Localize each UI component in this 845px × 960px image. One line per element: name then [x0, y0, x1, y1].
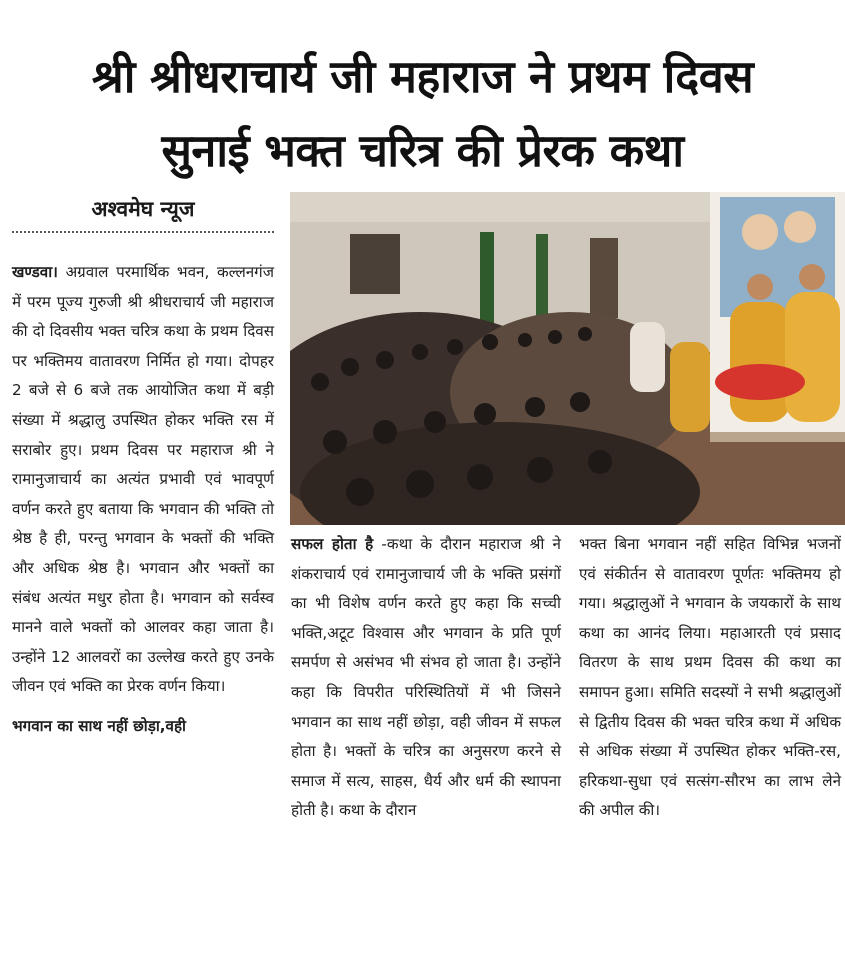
headline-line-1: श्री श्रीधराचार्य जी महाराज ने प्रथम दिवस: [91, 50, 754, 103]
byline-divider: [12, 231, 274, 233]
byline: अश्वमेघ न्यूज: [91, 197, 195, 221]
dateline: खण्डवा।: [12, 263, 58, 281]
column-1-body: अग्रवाल परमार्थिक भवन, कल्लनगंज में परम पूज्य गुरुजी श्री श्रीधराचार्य जी महाराज की दो दिवसीय भक्त चरित्र कथा के प्रथम दिवस पर भक्तिमय वातावरण निर्मित हो गया। दोपहर 2 बजे से 6 बजे तक आयोजित कथा में बड़ी संख्या में श्रद्धालु उपस्थित होकर भक्ति रस में सराबोर हुए। प्रथम दिवस पर महाराज श्री ने रामानुजाचार्य का अत्यंत प्रभावी एवं भावपूर्ण वर्णन करते हुए बताया कि भगवान की भक्ति तो श्रेष्ठ है ही, परन्तु भगवान के भक्तों की भक्ति और अधिक श्रेष्ठ है। भगवान और भक्तों का संबंध अत्यंत मधुर होता है। भगवान को सर्वस्व मानने वाले भक्तों को आलवर कहा जाता है। उन्होंने 12 आलवरों का उल्लेख करते हुए उनके जीवन एवं भक्ति का प्रेरक वर्णन किया।: [12, 263, 275, 696]
article-column-3: [579, 530, 841, 826]
headline-line-2: सुनाई भक्त चरित्र की प्रेरक कथा: [161, 124, 684, 177]
article-paragraph-2: [291, 530, 561, 826]
article-column-1: [12, 258, 274, 742]
article-paragraph-1: [12, 258, 274, 702]
column-2-body: -कथा के दौरान महाराज श्री ने शंकराचार्य एवं रामानुजाचार्य जी के भक्ति प्रसंगों का भी विशेष वर्णन करते हुए कहा कि सच्ची भक्ति,अटूट विश्वास और भगवान के प्रति पूर्ण समर्पण से असंभव भी संभव हो जाता है। उन्होंने कहा कि विपरीत परिस्थितियों में भी जिसने भगवान का साथ नहीं छोड़ा, वही जीवन में सफल होता है। भक्तों के चरित्र का अनुसरण करने से समाज में सत्य, साहस, धैर्य और धर्म की स्थापना होती है। कथा के दौरान: [291, 535, 561, 820]
column-3-body: भक्त बिना भगवान नहीं सहित विभिन्न भजनों एवं संकीर्तन से वातावरण पूर्णतः भक्तिमय हो गया। श्रद्धालुओं ने भगवान के जयकारों के साथ कथा का आनंद लिया। महाआरती एवं प्रसाद वितरण के साथ प्रथम दिवस की कथा का समापन हुआ। समिति सदस्यों ने सभी श्रद्धालुओं से द्वितीय दिवस की भक्त चरित्र कथा में अधिक से अधिक संख्या में उपस्थित होकर भक्ति-रस, हरिकथा-सुधा एवं सत्संग-सौरभ का लाभ लेने की अपील की।: [579, 535, 841, 820]
event-photo-illustration: [290, 192, 845, 525]
subheading-part-2: सफल होता है: [291, 535, 374, 553]
subheading-part-1: भगवान का साथ नहीं छोड़ा,वही: [12, 716, 186, 735]
headline: [0, 40, 845, 188]
event-photo: [290, 192, 845, 525]
article-column-2: [291, 530, 561, 826]
